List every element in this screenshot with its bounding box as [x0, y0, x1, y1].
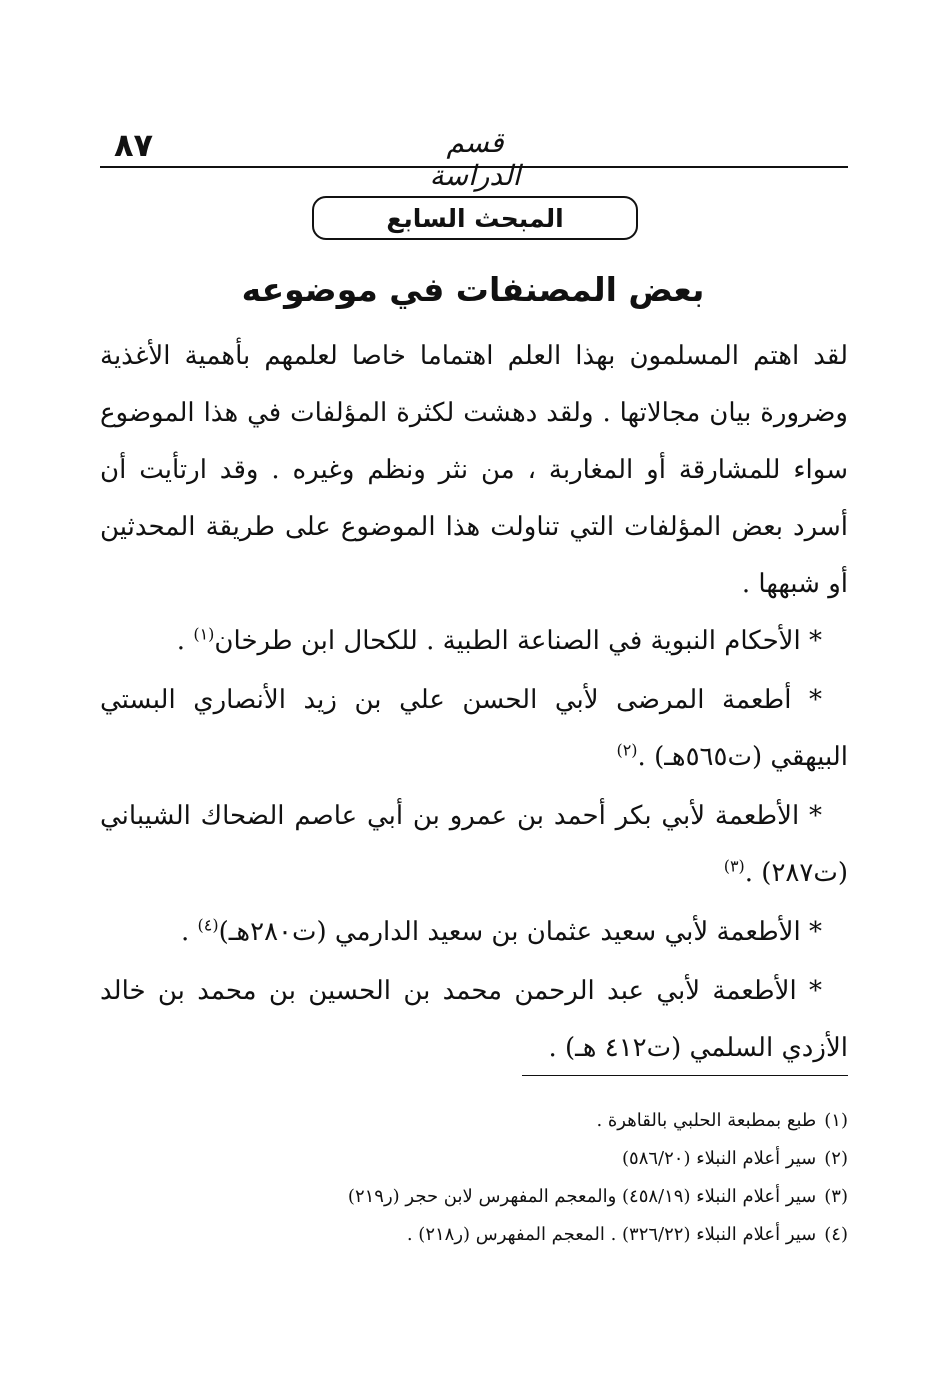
footnote-mark: (٢) [824, 1148, 848, 1169]
footnote [240, 1102, 848, 1140]
entry-item [100, 788, 848, 902]
entry-text: * أطعمة المرضى لأبي الحسن علي بن زيد الأنصاري البستي البيهقي (ت٥٦٥هـ) . [100, 685, 848, 772]
footnote-reference: (١) [193, 624, 215, 644]
footnotes [240, 1102, 848, 1254]
header-rule [100, 166, 848, 168]
footnote-reference: (٢) [616, 740, 638, 760]
footnote-mark: (٤) [824, 1224, 848, 1245]
footnote-text: سير أعلام النبلاء (٣٢٦/٢٢) . المعجم المفهرس (ر٢١٨) . [406, 1224, 817, 1245]
footnote-text: سير أعلام النبلاء (٥٨٦/٢٠) [622, 1148, 817, 1169]
entry-item [100, 963, 848, 1077]
entry-text: * الأحكام النبوية في الصناعة الطبية . للكحال ابن طرخان [214, 626, 822, 656]
footnote [240, 1178, 848, 1216]
page-header [100, 118, 848, 192]
entry-end: . [181, 917, 198, 947]
section-heading-box [312, 196, 638, 240]
footnote-text: طبع بمطبعة الحلبي بالقاهرة . [596, 1110, 817, 1131]
section-heading: المبحث السابع [386, 203, 564, 233]
page-number: ٨٧ [114, 126, 154, 164]
entry-item [100, 672, 848, 786]
footnote [240, 1140, 848, 1178]
entry-item [100, 904, 848, 961]
footnote-mark: (٣) [824, 1186, 848, 1207]
footnote [240, 1216, 848, 1254]
footnote-reference: (٤) [197, 915, 219, 935]
entry-item [100, 613, 848, 670]
entry-text: * الأطعمة لأبي سعيد عثمان بن سعيد الدارمي (ت٢٨٠هـ) [218, 917, 822, 947]
chapter-title: بعض المصنفات في موضوعه [241, 270, 705, 309]
footnote-reference: (٣) [723, 856, 745, 876]
body-text [100, 328, 848, 1077]
footnote-text: سير أعلام النبلاء (٤٥٨/١٩) والمعجم المفهرس لابن حجر (ر٢١٩) [347, 1186, 817, 1207]
entry-text: * الأطعمة لأبي عبد الرحمن محمد بن الحسين بن محمد بن خالد الأزدي السلمي (ت٤١٢ هـ) . [100, 976, 848, 1063]
footnote-separator [522, 1075, 848, 1076]
intro-paragraph: لقد اهتم المسلمون بهذا العلم اهتماما خاصا لعلمهم بأهمية الأغذية وضرورة بيان مجالاتها . ولقد دهشت لكثرة المؤلفات في هذا الموضوع سواء للمشارقة أو المغاربة ، من نثر ونظم وغيره . وقد ارتأيت أن أسرد بعض المؤلفات التي تناولت هذا الموضوع على طريقة المحدثين أو شبهها . [100, 341, 848, 599]
entry-end: . [176, 626, 194, 656]
footnote-mark: (١) [824, 1110, 848, 1131]
entry-text: * الأطعمة لأبي بكر أحمد بن عمرو بن أبي عاصم الضحاك الشيباني (ت٢٨٧) . [100, 801, 848, 888]
running-title: قسم الدراسة [429, 126, 521, 192]
